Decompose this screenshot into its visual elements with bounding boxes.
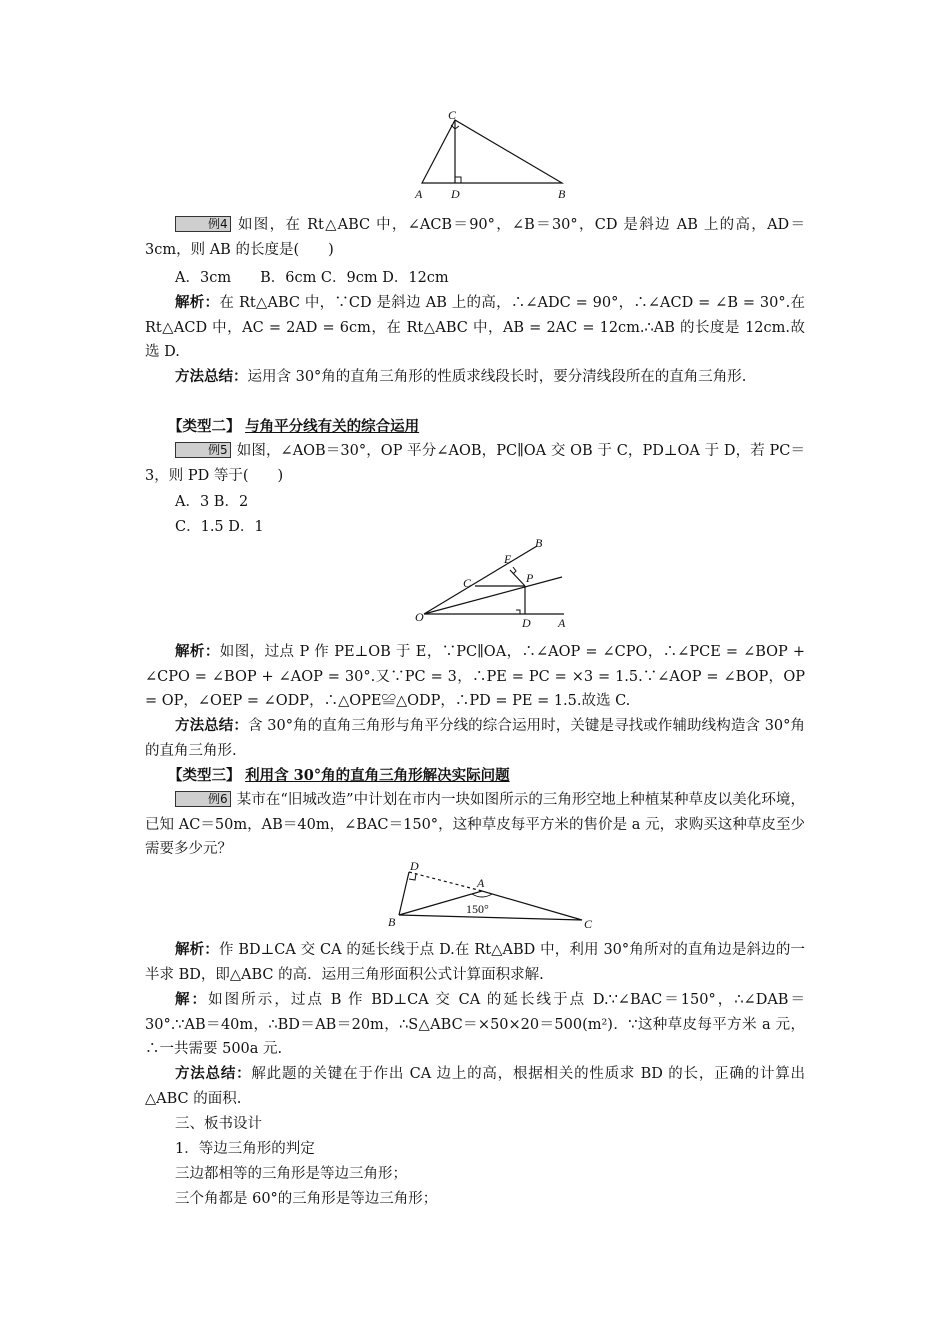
example-6-analysis: 解析：作 BD⊥CA 交 CA 的延长线于点 D.在 Rt△ABD 中，利用 30°角所对的直角边是斜边的一半求 BD，即△ABC 的高．运用三角形面积公式计算面积求解. — [145, 941, 805, 983]
board-line-1: 三边都相等的三角形是等边三角形； — [175, 1166, 407, 1182]
label-e: E — [504, 552, 512, 566]
label-a: A — [477, 876, 485, 890]
example-4-options: A．3cm B．6cm C．9cm D．12cm — [175, 270, 449, 286]
example-6-question: 例6 某市在“旧城改造”中计划在市内一块如图所示的三角形空地上种植某种草皮以美化环境，已知 AC＝50m，AB＝40m，∠BAC＝150°，这种草皮每平方米的售价是 a 元，求购买这种草皮至少需要多少元？ — [145, 792, 805, 857]
obtuse-triangle-figure — [385, 855, 600, 935]
example-6-answer: 解：如图所示，过点 B 作 BD⊥CA 交 CA 的延长线于点 D.∵∠BAC＝150°，∴∠DAB＝30°.∵AB＝40m，∴BD＝AB＝20m，∴S△ABC＝×50×20＝500(m²)．∵这种草皮每平方米 a 元，∴一共需要 500a 元. — [145, 991, 806, 1057]
label-c: C — [448, 108, 457, 122]
label-a: A — [415, 187, 423, 201]
label-c: C — [463, 576, 472, 590]
label-p: P — [526, 571, 534, 585]
example-6-summary: 方法总结：解此题的关键在于作出 CA 边上的高，根据相关的性质求 BD 的长，正确的计算出△ABC 的面积. — [145, 1065, 806, 1107]
example-5-tag: 例5 — [175, 442, 231, 458]
board-heading: 三、板书设计 — [175, 1116, 262, 1132]
label-b: B — [558, 187, 566, 201]
example-6-tag: 例6 — [175, 791, 231, 807]
label-d: D — [410, 859, 419, 873]
example-5-options-2: C．1.5 D．1 — [175, 519, 264, 535]
example-4-solution: 解析：在 Rt△ABC 中，∵CD 是斜边 AB 上的高，∴∠ADC = 90°，∴∠ACD = ∠B = 30°.在 Rt△ACD 中，AC = 2AD = 6cm，在 Rt△ABC 中，AB = 2AC = 12cm.∴AB 的长度是 12cm.故选 D. — [145, 294, 805, 360]
example-4-question: 例4 如图，在 Rt△ABC 中，∠ACB＝90°，∠B＝30°，CD 是斜边 AB 上的高，AD＝3cm，则 AB 的长度是( ) — [145, 217, 805, 258]
example-5-question: 例5 如图，∠AOB＝30°，OP 平分∠AOB，PC∥OA 交 OB 于 C，PD⊥OA 于 D，若 PC＝3，则 PD 等于( ) — [145, 443, 805, 484]
example-5-solution: 解析：如图，过点 P 作 PE⊥OB 于 E，∵PC∥OA，∴∠AOP = ∠CPO，∴∠PCE = ∠BOP + ∠CPO = ∠BOP + ∠AOP = 30°.又∵PC = 3，∴PE = PC = ×3 = 1.5.∵∠AOP = ∠BOP，OP = OP，∠OEP = ∠ODP，∴△OPE≌△ODP，∴PD = PE = 1.5.故选 C. — [145, 643, 805, 709]
label-b: B — [388, 915, 396, 929]
example-4-summary: 方法总结：运用含 30°角的直角三角形的性质求线段长时，要分清线段所在的直角三角形. — [175, 368, 747, 385]
angle-label: 150° — [466, 902, 489, 916]
label-d: D — [451, 187, 460, 201]
label-o: O — [415, 610, 424, 624]
label-c: C — [584, 917, 593, 931]
board-item-1: 1．等边三角形的判定 — [175, 1141, 315, 1157]
example-5-options-1: A．3 B．2 — [175, 494, 249, 510]
board-line-2: 三个角都是 60°的三角形是等边三角形； — [175, 1191, 438, 1207]
label-a: A — [558, 616, 566, 630]
label-b: B — [535, 536, 543, 550]
angle-bisector-figure — [412, 535, 582, 635]
label-d: D — [522, 616, 531, 630]
type-2-heading: 【类型二】 与角平分线有关的综合运用 — [168, 418, 420, 435]
triangle-abc-figure — [410, 108, 580, 204]
type-3-heading: 【类型三】 利用含 30°角的直角三角形解决实际问题 — [168, 767, 510, 784]
example-4-tag: 例4 — [175, 216, 231, 232]
example-5-summary: 方法总结：含 30°角的直角三角形与角平分线的综合运用时，关键是寻找或作辅助线构造含 30°角的直角三角形. — [145, 717, 805, 759]
